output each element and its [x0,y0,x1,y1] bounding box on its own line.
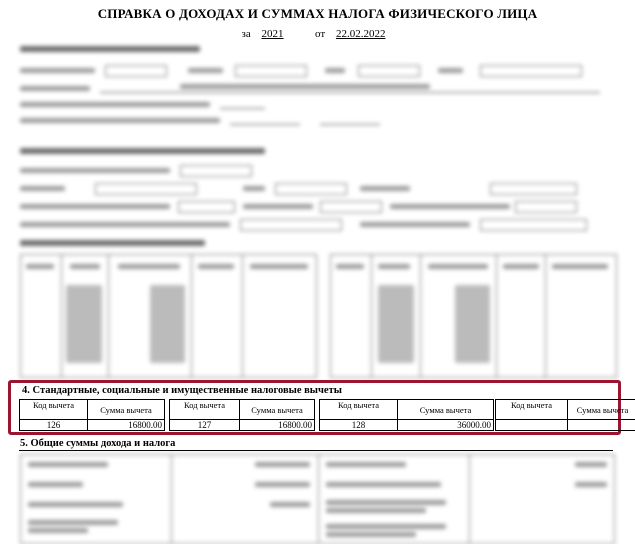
section5-divider [19,450,613,451]
sum-value: 36000.00 [457,420,491,430]
sum-header: Сумма вычета [398,400,493,420]
date-line [0,28,635,40]
deduction-group [319,399,494,431]
date-prefix: от [315,28,326,40]
deduction-group [169,399,315,431]
code-header: Код вычета [320,400,398,420]
date-value: 22.02.2022 [335,28,386,40]
year-prefix: за [241,28,251,40]
code-header: Код вычета [496,400,568,420]
code-value: 127 [170,420,240,430]
sum-value: 16800.00 [128,420,162,430]
deduction-group [495,399,635,431]
sum-value: 16800.00 [278,420,312,430]
code-value: 128 [320,420,398,430]
year-value: 2021 [261,28,284,40]
sum-header: Сумма вычета [88,400,164,420]
sum-value [568,420,635,430]
sum-header: Сумма вычета [240,400,314,420]
blurred-section-5 [0,452,635,544]
code-header: Код вычета [170,400,240,420]
document-title: СПРАВКА О ДОХОДАХ И СУММАХ НАЛОГА ФИЗИЧЕСКОГО ЛИЦА [97,6,538,21]
section5-title: 5. Общие суммы дохода и налога [20,438,176,449]
section4-title: 4. Стандартные, социальные и имущественные налоговые вычеты [22,385,342,396]
code-header: Код вычета [20,400,88,420]
deduction-group [19,399,165,431]
code-value: 126 [20,420,88,430]
sum-header: Сумма вычета [568,400,635,420]
blurred-sections-1-3 [0,40,635,380]
code-value [496,420,568,430]
